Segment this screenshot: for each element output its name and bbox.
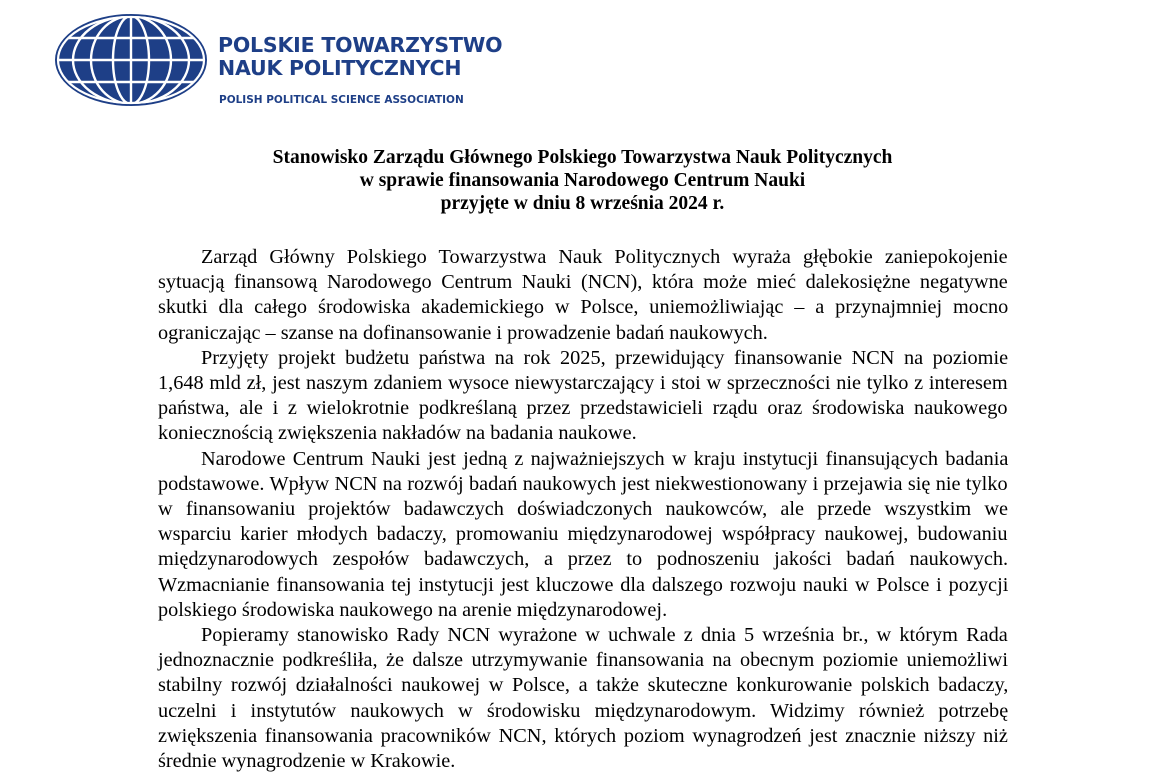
paragraph-line: ograniczając – szanse na dofinansowanie i prowadzenie badań naukowych. (158, 321, 768, 344)
paragraph-line: stabilny rozwój działalności naukowej w Polsce, a także skuteczne konkurowanie polskich badaczy, (158, 674, 1009, 697)
paragraph-line: Przyjęty projekt budżetu państwa na rok 2025, przewidujący finansowanie NCN na poziomie (201, 346, 1009, 369)
title-line1: Stanowisko Zarządu Głównego Polskiego Towarzystwa Nauk Politycznych (272, 147, 893, 168)
paragraph-line: zwiększenia finansowania pracowników NCN, których poziom wynagrodzeń jest znacznie niższy niż (158, 724, 1008, 747)
title-line3: przyjęte w dniu 8 września 2024 r. (440, 193, 725, 214)
paragraph-line: jednoznacznie podkreśliła, że dalsze utrzymywanie finansowania na obecnym poziomie uniemożliwi (158, 649, 1008, 672)
paragraph-line: średnie wynagrodzenie w Krakowie. (158, 750, 456, 773)
paragraph-line: międzynarodowych zespołów badawczych, a przez to podnoszeniu jakości badań naukowych. (158, 548, 1009, 571)
paragraph-line: podstawowe. Wpływ NCN na rozwój badań naukowych jest niekwestionowany i przejawia się nie tylko (158, 472, 1008, 495)
paragraph (158, 623, 1008, 774)
paragraph-line: państwa, ale i z wielokrotnie podkreślaną przez przedstawicieli rządu oraz środowiska naukowego (158, 397, 1008, 420)
globe-icon (53, 12, 209, 108)
org-name-english: POLISH POLITICAL SCIENCE ASSOCIATION (219, 94, 464, 106)
title-line2: w sprawie finansowania Narodowego Centrum Nauki (359, 170, 806, 191)
paragraph-line: Narodowe Centrum Nauki jest jedną z najważniejszych w kraju instytucji finansujących badania (201, 447, 1009, 470)
paragraph-line: polskiego środowiska naukowego na arenie międzynarodowej. (158, 598, 668, 621)
paragraph-line: skutki dla całego środowiska akademickiego w Polsce, uniemożliwiając – a przynajmniej mocno (158, 296, 1009, 319)
paragraph-line: w finansowaniu projektów badawczych doświadczonych naukowców, ale przede wszystkim we (158, 498, 1009, 521)
paragraph-line: Zarząd Główny Polskiego Towarzystwa Nauk Politycznych wyraża głębokie zaniepokojenie (201, 246, 1008, 268)
logo-globe-icon (53, 12, 209, 108)
paragraph-line: sytuacją finansową Narodowego Centrum Nauki (NCN), która może mieć dalekosiężne negatywne (158, 271, 1008, 294)
paragraph-line: uczelni i instytutów naukowych w środowisku międzynarodowym. Widzimy również potrzebę (158, 699, 1009, 722)
paragraph-line: Popieramy stanowisko Rady NCN wyrażone w uchwale z dnia 5 września br., w którym Rada (201, 624, 1008, 647)
paragraph-line: 1,648 mld zł, jest naszym zdaniem wysoce niewystarczający i stoi w sprzeczności nie tylko z interesem (158, 372, 1008, 395)
document-title (150, 146, 1015, 215)
paragraph-line: Wzmacnianie finansowania tej instytucji jest kluczowe dla dalszego rozwoju nauki w Polsce i pozycji (158, 573, 1009, 596)
paragraph (158, 346, 1008, 447)
org-name-line2: NAUK POLITYCZNYCH (218, 56, 462, 80)
org-name (218, 34, 502, 80)
org-name-line1: POLSKIE TOWARZYSTWO (218, 33, 503, 57)
paragraph (158, 245, 1008, 346)
paragraph (158, 447, 1008, 623)
paragraph-line: wsparciu karier młodych badaczy, promowaniu międzynarodowej współpracy naukowej, budowaniu (158, 523, 1008, 546)
paragraph-line: koniecznością zwiększenia nakładów na badania naukowe. (158, 422, 637, 445)
document-body (158, 245, 1008, 774)
